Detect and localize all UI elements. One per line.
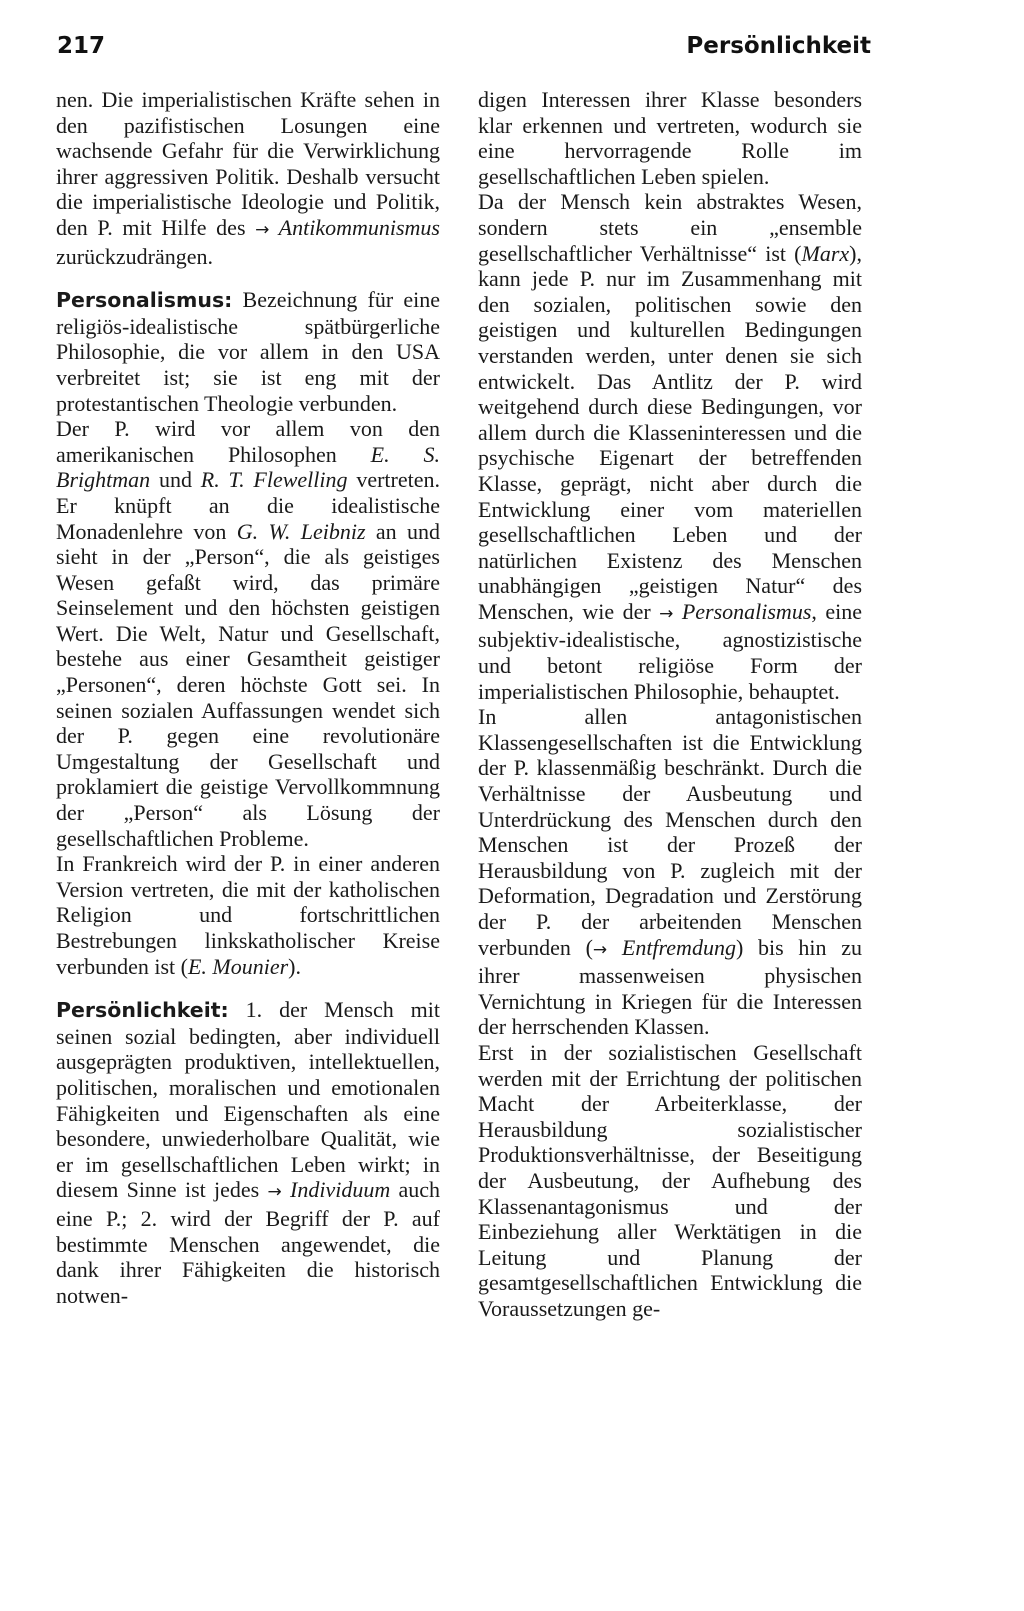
cross-reference-arrow-icon: →: [255, 219, 270, 240]
running-head: Persönlichkeit: [686, 33, 871, 59]
person-name: E. S. Brightman: [56, 441, 440, 493]
cross-reference-individuum: Individuum: [281, 1177, 391, 1203]
cross-reference-entfremdung: Entfremdung: [607, 934, 736, 960]
person-name: E. Mounier: [187, 953, 289, 979]
cross-reference-antikommunismus: Antikommunismus: [269, 214, 440, 240]
cross-reference-arrow-icon: →: [267, 1182, 282, 1203]
person-name: Marx: [801, 240, 850, 266]
definition-personalismus: Bezeichnung für eine religiös-idealistische spätbürgerliche Philosophie, die vor allem in den USA verbreitet ist; sie ist eng mit der protestantischen Theologie verbunden.: [56, 287, 440, 416]
entry-personalismus: [56, 287, 440, 416]
cross-reference-arrow-icon: →: [659, 603, 674, 624]
right-column: [478, 87, 862, 1322]
paragraph-personalismus-frankreich: In Frankreich wird der P. in einer anderen Version vertreten, die mit der katholischen Religion und fortschrittlichen Bestrebungen linkskatholischer Kreise verbunden ist (E. Mounier).: [56, 851, 440, 979]
cross-reference-arrow-icon: →: [592, 939, 608, 960]
page-number: 217: [57, 33, 106, 59]
lemma-personalismus: Personalismus:: [56, 288, 233, 313]
left-column: [56, 87, 440, 1308]
paragraph-sozialistische-gesellschaft: Erst in der sozialistischen Gesellschaft werden mit der Errichtung der politischen Macht der Arbeiterklasse, der Herausbildung sozialistischer Produktionsverhältnisse, der Beseitigung der Ausbeutung, der Aufhebung des Klassenantagonismus und der Einbeziehung aller Werktätigen in die Leitung und Planung der gesamtgesellschaftlichen Entwicklung die Voraussetzungen ge-: [478, 1039, 862, 1321]
page-header: [57, 33, 871, 73]
person-name: G. W. Leibniz: [236, 518, 366, 544]
paragraph-pazifismus-end: nen. Die imperialistischen Kräfte sehen in den pazifistischen Losungen eine wachsende Gefahr für die Verwirklichung ihrer aggressiven Politik. Deshalb versucht die imperialistische Ideologie und Politik, den P. mit Hilfe des → Antikommunismus zurückzudrängen.: [56, 87, 440, 269]
paragraph-klassengesellschaften: In allen antagonistischen Klassengesellschaften ist die Entwicklung der P. klassenmäßig beschränkt. Durch die Verhältnisse der Ausbeutung und Unterdrückung des Menschen durch den Menschen ist der Prozeß der Herausbildung von P. zugleich mit der Deformation, Degradation und Zerstörung der P. der arbeitenden Menschen verbunden (→ Entfremdung) bis hin zu ihrer massenweisen physischen Vernichtung in Kriegen für die Interessen der herrschenden Klassen.: [478, 704, 862, 1040]
paragraph-persoenlichkeit-cont: digen Interessen ihrer Klasse besonders klar erkennen und vertreten, wodurch sie eine hervorragende Rolle im gesellschaftlichen Leben spielen.: [478, 87, 862, 189]
paragraph-ensemble: Da der Mensch kein abstraktes Wesen, sondern stets ein „ensemble gesellschaftlicher Verhältnisse“ ist (Marx), kann jede P. nur im Zusammenhang mit den sozialen, politischen sowie den geistigen und kulturellen Bedingungen verstanden werden, unter denen sie sich entwickelt. Das Antlitz der P. wird weitgehend durch diese Bedingungen, vor allem durch die Klasseninteressen und die psychische Eigenart der betreffenden Klasse, geprägt, nicht aber durch die Entwicklung einer vom materiellen gesellschaftlichen Leben und der natürlichen Existenz des Menschen unabhängigen „geistigen Natur“ des Menschen, wie der → Personalismus, eine subjektiv-idealistische, agnostizistische und betont religiöse Form der imperialistischen Philosophie, behauptet.: [478, 189, 862, 704]
cross-reference-personalismus: Personalismus: [673, 598, 812, 624]
person-name: R. T. Flewelling: [200, 467, 348, 493]
lemma-persoenlichkeit: Persönlichkeit:: [56, 998, 229, 1023]
paragraph-personalismus-usa: Der P. wird vor allem von den amerikanischen Philosophen E. S. Brightman und R. T. Flewelling vertreten. Er knüpft an die idealistische Monadenlehre von G. W. Leibniz an und sieht in der „Person“, die als geistiges Wesen gefaßt wird, das primäre Seinselement und den höchsten geistigen Wert. Die Welt, Natur und Gesellschaft, bestehe aus einer Gesamtheit geistiger „Personen“, deren höchste Gott sei. In seinen sozialen Auffassungen wendet sich der P. gegen eine revolutionäre Umgestaltung der Gesellschaft und proklamiert die geistige Vervollkommnung der „Person“ als Lösung der gesellschaftlichen Probleme.: [56, 416, 441, 851]
entry-persoenlichkeit: Persönlichkeit: 1. der Mensch mit seinen sozial bedingten, aber individuell ausgeprägten produktiven, intellektuellen, politischen, moralischen und emotionalen Fähigkeiten und Eigenschaften als eine besondere, unwiederholbare Qualität, wie er im gesellschaftlichen Leben wirkt; in diesem Sinne ist jedes → Individuum auch eine P.; 2. wird der Begriff der P. auf bestimmte Menschen angewendet, die dank ihrer Fähigkeiten die historisch notwen-: [56, 997, 440, 1308]
